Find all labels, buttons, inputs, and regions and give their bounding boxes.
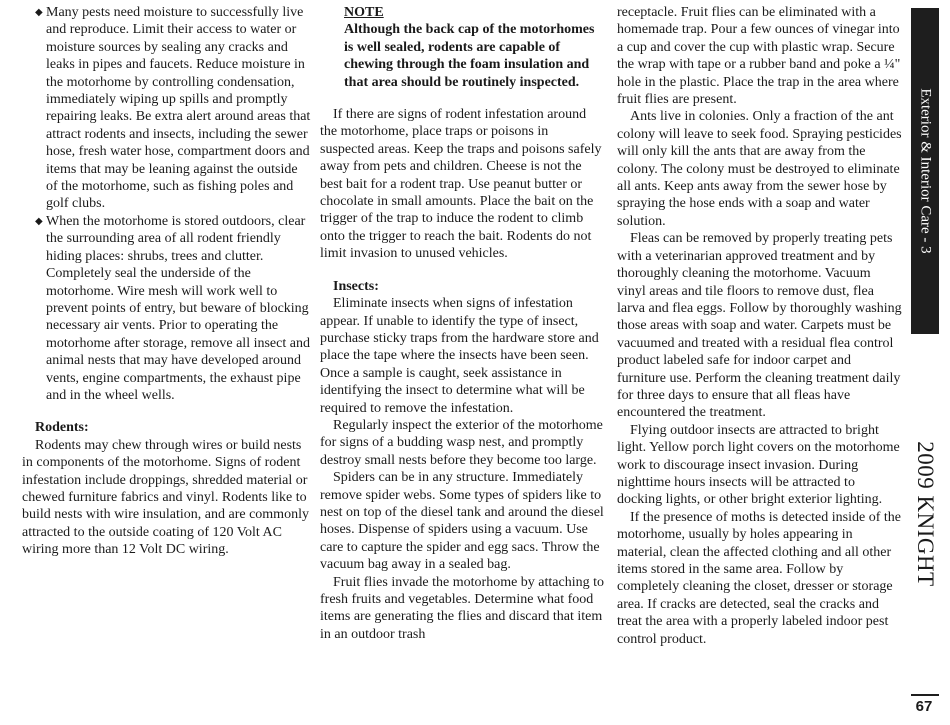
fruit-flies-paragraph: Fruit flies invade the motorhome by attaching to fresh fruits and vegetables. Determine what food items are generating the flies and discard that item in an outdoor trash	[320, 574, 604, 642]
right-column	[617, 4, 902, 648]
bullet-item-storage	[22, 213, 312, 404]
rodent-traps-paragraph: If there are signs of rodent infestation around the motorhome, place traps or poisons in suspected areas. Keep the traps and poisons safely away from pets and children. Cheese is not the best bait for a rodent trap. Use peanut butter or chocolate in small amounts. Place the bait on the trigger of the trap to induce the rodent to climb onto the trigger to reach the bait. Rodents do not limit invasion to unused vehicles.	[320, 107, 602, 262]
page-number-rule	[911, 694, 939, 696]
diamond-bullet-icon: ◆	[35, 7, 43, 18]
spiders-paragraph: Spiders can be in any structure. Immediately remove spider webs. Some types of spiders like to nest on top of the diesel tank and around the diesel hoses. Dispense of spiders using a vacuum. Use care to capture the spider and egg sacs. Throw the vacuum bag away in a sealed bag.	[320, 470, 604, 573]
wasp-paragraph: Regularly inspect the exterior of the motorhome for signs of a budding wasp nest, and promptly destroy small nests before they become too large.	[320, 417, 603, 468]
moths-paragraph: If the presence of moths is detected inside of the motorhome, usually by holes appearing in material, clean the affected clothing and all other items stored in the same area. Follow by completely cleaning the closet, dresser or storage area. If cracks are detected, seal the cracks and treat the area with a properly labeled indoor pest control product.	[617, 509, 901, 647]
model-tab	[911, 334, 939, 694]
fruit-fly-trap-paragraph: receptacle. Fruit flies can be eliminated with a homemade trap. Pour a few ounces of vinegar into a cup and cover the cup with plastic wrap. Secure the wrap with tape or a rubber band and poke a ¼" hole in the plastic. Place the trap in the area where fruit flies are present.	[617, 5, 901, 108]
page-number: 67	[915, 698, 933, 715]
model-title: 2009 KNIGHT	[913, 441, 938, 587]
middle-column	[320, 4, 605, 643]
bullet-item-moisture	[22, 4, 312, 213]
note-title: NOTE	[344, 5, 384, 20]
section-tab	[911, 8, 939, 334]
note-body: Although the back cap of the motorhomes is well sealed, rodents are capable of chewing through the foam insulation and that area should be routinely inspected.	[344, 22, 595, 90]
rodents-paragraph: Rodents may chew through wires or build nests in components of the motorhome. Signs of rodent infestation include droppings, shredded material or chewed furniture fabrics and vinyl. Rodents like to build nests with wire insulation, and are commonly attracted to the outside coating of 120 Volt AC wiring more than 12 Volt DC wiring.	[22, 437, 309, 558]
rodents-heading: Rodents:	[35, 420, 89, 436]
note-block	[320, 4, 605, 91]
insects-heading: Insects:	[333, 278, 379, 294]
diamond-bullet-icon: ◆	[35, 215, 43, 227]
bullet-text: Many pests need moisture to successfully live and reproduce. Limit their access to water or moisture sources by sealing any cracks and leaks in pipes and faucets. Reduce moisture in the motorhome by controlling condensation, immediately wiping up spills and promptly repairing leaks. Be extra alert around areas that attract rodents and insects, including the sewer hose, fresh water hose, compartment doors and items that may be leaning against the outside of the motorhome, such as fishing poles and golf clubs.	[46, 5, 311, 212]
fleas-paragraph: Fleas can be removed by properly treating pets with a veterinarian approved treatment and by thoroughly cleaning the motorhome. Vacuum vinyl areas and tile floors to remove dust, flea larva and flea eggs. Follow by thoroughly washing those areas with soap and water. Carpets must be vacuumed and treated with a residual flea control product labeled safe for indoor carpet and furniture use. Perform the cleaning treatment daily for three days to ensure that all fleas have encountered the treatment.	[617, 231, 902, 421]
bullet-text: When the motorhome is stored outdoors, clear the surrounding area of all rodent friendly hiding places: shrubs, trees and clutter. Completely seal the underside of the motorhome. Wire mesh will work well to prevent points of entry, but beware of blocking necessary air vents. Prior to operating the motorhome after storage, remove all insect and animal nests that may have developed around vents, engine compartments, the exhaust pipe and in the wheel wells.	[46, 213, 310, 403]
flying-insects-paragraph: Flying outdoor insects are attracted to bright light. Yellow porch light covers on the motorhome work to discourage insect invasion. During nighttime hours insects will be attracted to docking lights, or other bright exterior lighting.	[617, 422, 900, 508]
insects-paragraph: Eliminate insects when signs of infestation appear. If unable to identify the type of insect, purchase sticky traps from the hardware store and place the tape where the insects have been seen. Once a sample is caught, seek assistance in identifying the insect to determine what will be required to remove the infestation.	[320, 296, 599, 416]
ants-paragraph: Ants live in colonies. Only a fraction of the ant colony will leave to seek food. Spraying pesticides will only kill the ants that are away from the colony. The colony must be destroyed to eliminate all ants. Keep ants away from the sewer hose by spraying the hose ends with a soap and water solution.	[617, 109, 902, 229]
left-column	[22, 4, 312, 559]
section-title: Exterior & Interior Care - 3	[917, 88, 934, 254]
